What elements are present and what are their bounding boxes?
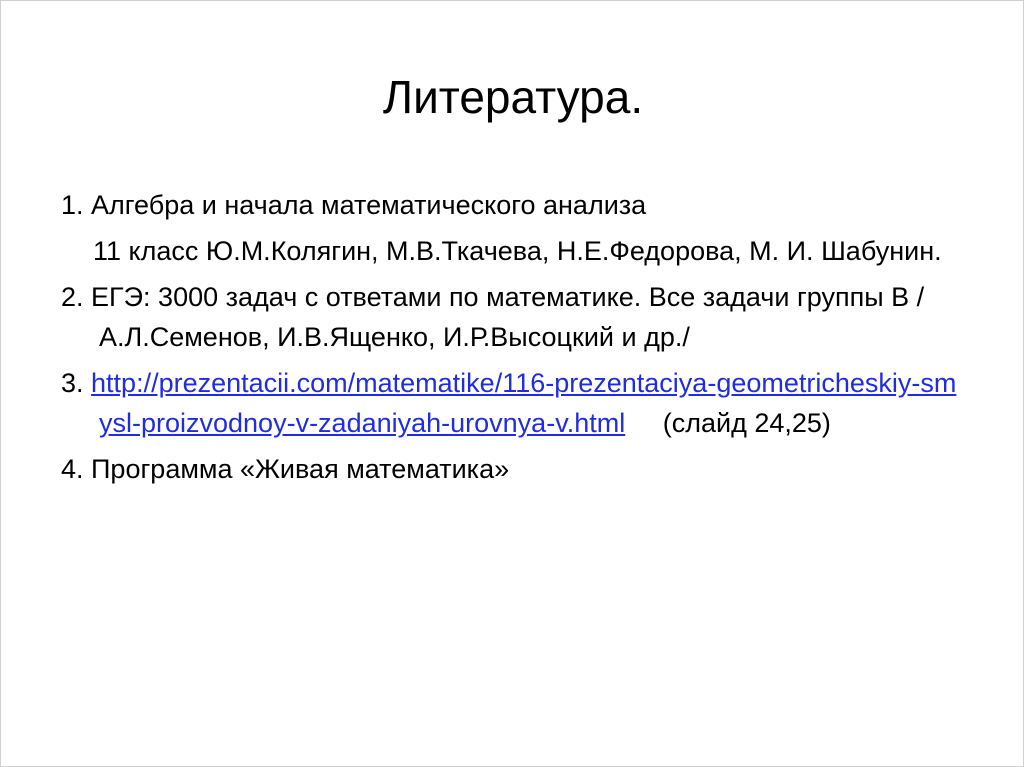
list-item-prefix: 3. xyxy=(61,368,92,398)
list-item xyxy=(61,277,961,357)
list-item-text: 2. ЕГЭ: 3000 задач с ответами по математике. Все задачи группы В /А.Л.Семенов, И.В.Ященко, И.Р.Высоцкий и др./ xyxy=(61,282,925,352)
list-item-text: 1. Алгебра и начала математического анализа xyxy=(61,190,647,220)
list-item-text: 11 класс Ю.М.Колягин, М.В.Ткачева, Н.Е.Федорова, М. И. Шабунин. xyxy=(93,236,942,266)
list-item xyxy=(61,449,961,489)
list-item xyxy=(61,185,961,225)
reference-link[interactable]: http://prezentacii.com/matematike/116-prezentaciya-geometricheskiy-smysl-proizvodnoy-v-zadaniyah-urovnya-v.html xyxy=(91,368,957,438)
slide-title: Литература. xyxy=(382,71,644,123)
bibliography-list xyxy=(61,185,961,495)
slide-reference-note: (слайд 24,25) xyxy=(662,408,831,438)
list-item xyxy=(61,231,961,271)
list-item-text: 4. Программа «Живая математика» xyxy=(61,454,510,484)
list-item xyxy=(61,363,961,443)
